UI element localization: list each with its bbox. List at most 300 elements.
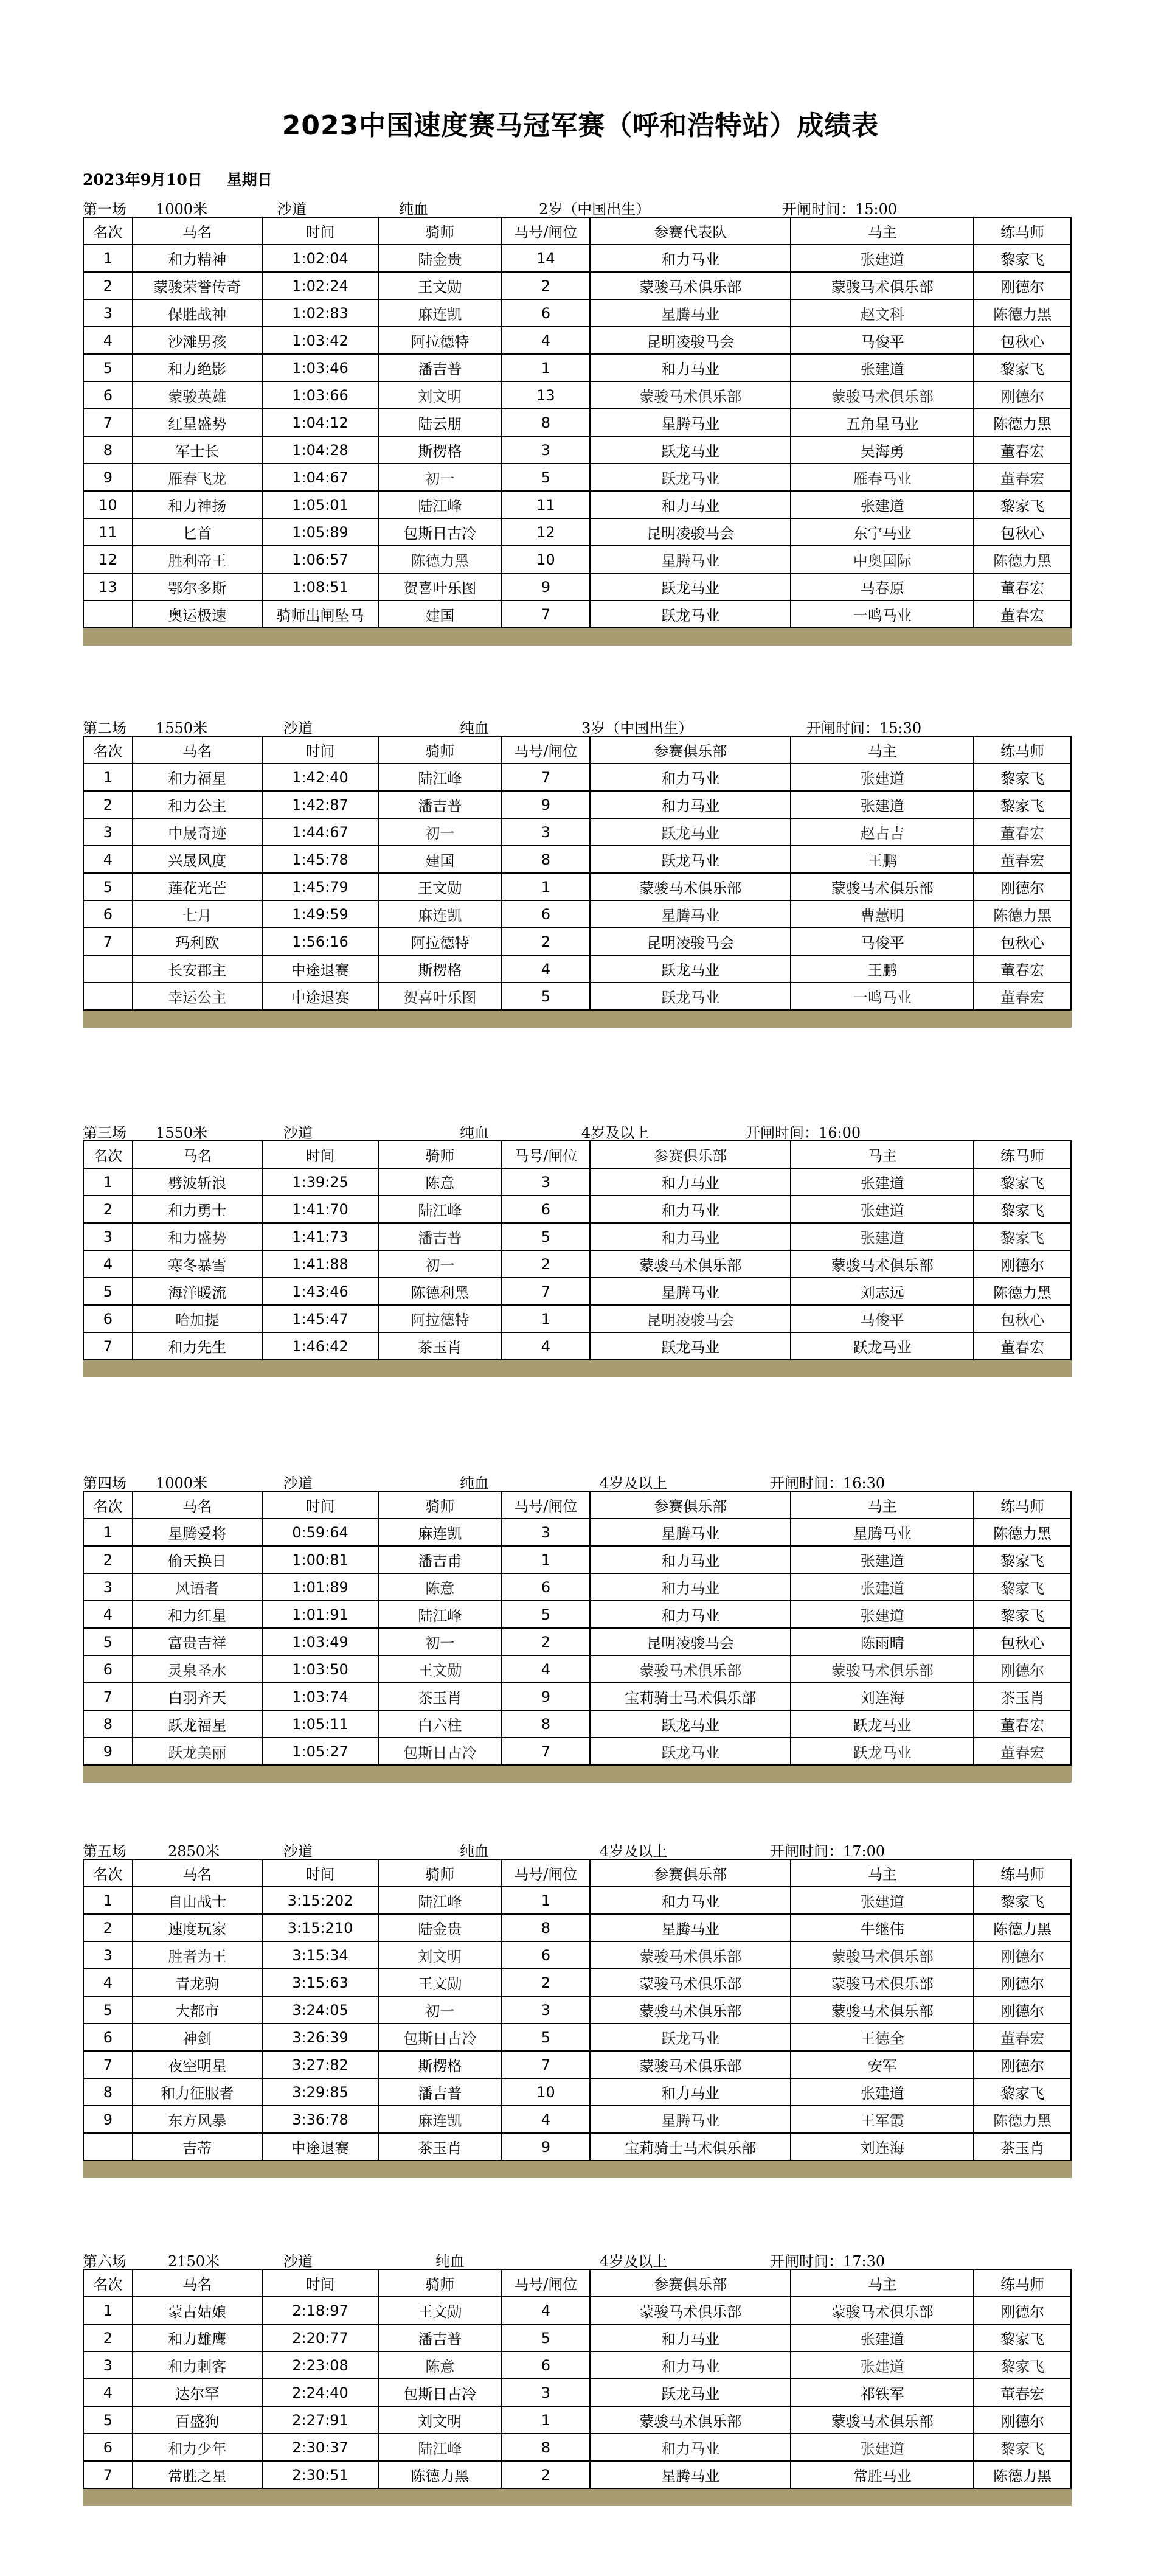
table-cell: 胜者为王 [133, 1941, 262, 1969]
table-cell: 4 [501, 2106, 590, 2133]
table-cell: 和力马业 [590, 1168, 791, 1196]
table-cell: 1:46:42 [262, 1332, 379, 1360]
table-cell: 2 [501, 1250, 590, 1278]
table-cell: 马俊平 [791, 1305, 974, 1332]
table-cell: 4 [83, 2379, 133, 2406]
table-cell: 6 [83, 2434, 133, 2461]
table-cell: 七月 [133, 900, 262, 928]
table-cell: 常胜马业 [791, 2461, 974, 2488]
table-cell: 中途退赛 [262, 983, 379, 1010]
table-cell: 王文勋 [378, 272, 501, 299]
table-row [83, 1996, 1071, 2024]
table-cell: 1:06:57 [262, 546, 379, 573]
table-row [83, 955, 1071, 983]
table-cell: 1 [83, 245, 133, 272]
table-row [83, 354, 1071, 381]
table-cell: 陈意 [378, 1573, 501, 1601]
race-header [83, 195, 1072, 217]
table-cell: 刘连海 [791, 2133, 974, 2160]
table-cell: 蒙骏马术俱乐部 [590, 1250, 791, 1278]
race-header-age: 4岁及以上 [600, 1475, 668, 1492]
table-cell [83, 955, 133, 983]
table-cell: 5 [83, 1996, 133, 2024]
table-cell: 刚德尔 [974, 1655, 1071, 1683]
section-footer-bar [83, 1011, 1072, 1028]
table-cell: 9 [501, 1683, 590, 1710]
table-cell: 11 [83, 518, 133, 546]
table-cell: 3:15:202 [262, 1887, 379, 1914]
table-cell: 陆云朋 [378, 409, 501, 436]
table-row [83, 1305, 1071, 1332]
table-cell: 5 [501, 983, 590, 1010]
table-cell: 1:04:67 [262, 464, 379, 491]
table-cell: 6 [501, 2351, 590, 2379]
table-cell: 张建道 [791, 764, 974, 791]
table-cell: 刘文明 [378, 2406, 501, 2434]
race-header [83, 1118, 1072, 1140]
table-cell: 3 [501, 1519, 590, 1546]
table-cell: 黎家飞 [974, 245, 1071, 272]
table-cell: 张建道 [791, 791, 974, 818]
table-cell: 张建道 [791, 1887, 974, 1914]
table-cell: 跃龙福星 [133, 1710, 262, 1738]
table-cell: 兴晟风度 [133, 846, 262, 873]
race-header-track: 沙道 [283, 2253, 313, 2270]
table-row [83, 900, 1071, 928]
table-cell: 12 [501, 518, 590, 546]
table-cell: 初一 [378, 1628, 501, 1655]
table-cell: 和力精神 [133, 245, 262, 272]
race-header-no: 第六场 [83, 2253, 126, 2270]
table-cell: 3 [501, 818, 590, 846]
table-cell: 2:23:08 [262, 2351, 379, 2379]
table-cell: 刘文明 [378, 381, 501, 409]
table-cell: 蒙骏马术俱乐部 [791, 272, 974, 299]
weekday-text: 星期日 [226, 171, 272, 189]
table-cell: 王鹏 [791, 846, 974, 873]
table-header-row [83, 1141, 1071, 1168]
table-cell: 董春宏 [974, 464, 1071, 491]
table-cell: 1:41:88 [262, 1250, 379, 1278]
table-cell: 宝莉骑士马术俱乐部 [590, 1683, 791, 1710]
results-table [83, 1491, 1072, 1766]
table-cell: 跃龙马业 [791, 1332, 974, 1360]
race-header-start: 开闸时间：16:30 [770, 1475, 885, 1492]
table-cell: 1 [501, 1887, 590, 1914]
table-cell: 1 [501, 354, 590, 381]
table-cell: 马春原 [791, 573, 974, 600]
table-cell: 张建道 [791, 1573, 974, 1601]
table-cell: 王文勋 [378, 1969, 501, 1996]
table-cell: 蒙骏马术俱乐部 [791, 1969, 974, 1996]
table-cell: 9 [83, 464, 133, 491]
table-cell: 包秋心 [974, 327, 1071, 354]
race-header-track: 沙道 [283, 1124, 313, 1141]
table-cell: 和力马业 [590, 354, 791, 381]
table-cell: 陈意 [378, 2351, 501, 2379]
table-row [83, 2297, 1071, 2324]
table-cell: 黎家飞 [974, 1168, 1071, 1196]
table-cell: 鄂尔多斯 [133, 573, 262, 600]
column-header: 参赛俱乐部 [590, 1141, 791, 1168]
table-cell: 7 [83, 2461, 133, 2488]
table-cell: 和力马业 [590, 1887, 791, 1914]
table-cell: 张建道 [791, 1601, 974, 1628]
table-cell: 刘连海 [791, 1683, 974, 1710]
table-cell: 1:45:47 [262, 1305, 379, 1332]
table-cell: 阿拉德特 [378, 327, 501, 354]
table-cell: 董春宏 [974, 1332, 1071, 1360]
table-cell: 潘吉普 [378, 1223, 501, 1250]
table-cell: 4 [501, 955, 590, 983]
table-cell: 刚德尔 [974, 873, 1071, 900]
table-cell: 1:39:25 [262, 1168, 379, 1196]
table-cell: 和力马业 [590, 491, 791, 518]
table-cell: 6 [501, 1941, 590, 1969]
column-header: 参赛俱乐部 [590, 736, 791, 764]
table-cell: 王军霞 [791, 2106, 974, 2133]
table-row [83, 1196, 1071, 1223]
table-row [83, 573, 1071, 600]
table-cell: 9 [501, 791, 590, 818]
table-cell: 5 [83, 354, 133, 381]
table-cell: 麻连凯 [378, 2106, 501, 2133]
table-cell: 2 [83, 1546, 133, 1573]
table-cell: 9 [83, 1738, 133, 1765]
table-cell: 潘吉普 [378, 2078, 501, 2106]
table-cell: 青龙驹 [133, 1969, 262, 1996]
table-cell: 1:03:49 [262, 1628, 379, 1655]
column-header: 马名 [133, 1141, 262, 1168]
table-cell: 1:00:81 [262, 1546, 379, 1573]
table-row [83, 381, 1071, 409]
table-cell: 一鸣马业 [791, 600, 974, 628]
table-cell: 海洋暖流 [133, 1278, 262, 1305]
table-cell: 刚德尔 [974, 1996, 1071, 2024]
table-cell: 昆明凌骏马会 [590, 518, 791, 546]
column-header: 参赛俱乐部 [590, 2269, 791, 2297]
table-cell: 斯楞格 [378, 436, 501, 464]
table-cell: 包秋心 [974, 518, 1071, 546]
column-header: 时间 [262, 217, 379, 245]
table-cell: 7 [83, 409, 133, 436]
race-header-start: 开闸时间：17:00 [770, 1843, 885, 1860]
table-cell: 麻连凯 [378, 900, 501, 928]
table-cell: 8 [501, 846, 590, 873]
table-cell: 11 [501, 491, 590, 518]
table-cell: 2:30:37 [262, 2434, 379, 2461]
table-cell: 建国 [378, 600, 501, 628]
table-cell: 1:41:73 [262, 1223, 379, 1250]
table-cell: 贺喜叶乐图 [378, 573, 501, 600]
table-cell: 7 [83, 1683, 133, 1710]
table-cell: 1:45:79 [262, 873, 379, 900]
table-cell: 长安郡主 [133, 955, 262, 983]
table-cell: 5 [83, 2406, 133, 2434]
table-cell: 陆江峰 [378, 2434, 501, 2461]
table-cell: 包秋心 [974, 1628, 1071, 1655]
table-cell: 自由战士 [133, 1887, 262, 1914]
table-cell: 张建道 [791, 2351, 974, 2379]
table-cell: 董春宏 [974, 983, 1071, 1010]
table-cell: 8 [501, 2434, 590, 2461]
table-cell: 3:27:82 [262, 2051, 379, 2078]
table-cell: 蒙骏马术俱乐部 [590, 381, 791, 409]
table-cell: 2 [83, 791, 133, 818]
table-cell: 茶玉肖 [974, 2133, 1071, 2160]
table-cell: 2 [501, 1969, 590, 1996]
table-cell: 8 [83, 436, 133, 464]
table-cell: 张建道 [791, 354, 974, 381]
table-row [83, 2379, 1071, 2406]
table-cell: 星腾马业 [590, 546, 791, 573]
table-cell: 4 [83, 1250, 133, 1278]
race-section-1 [83, 195, 1072, 646]
table-cell: 刚德尔 [974, 1941, 1071, 1969]
table-cell: 2 [83, 1914, 133, 1941]
table-cell: 东方风暴 [133, 2106, 262, 2133]
table-cell: 初一 [378, 1996, 501, 2024]
table-cell: 蒙骏英雄 [133, 381, 262, 409]
table-cell: 中奥国际 [791, 546, 974, 573]
table-row [83, 1710, 1071, 1738]
column-header: 参赛俱乐部 [590, 1859, 791, 1887]
table-cell: 陈德力黑 [974, 409, 1071, 436]
table-row [83, 464, 1071, 491]
table-row [83, 1914, 1071, 1941]
table-cell: 吉蒂 [133, 2133, 262, 2160]
table-cell: 黎家飞 [974, 2351, 1071, 2379]
table-cell: 斯楞格 [378, 2051, 501, 2078]
table-row [83, 2324, 1071, 2351]
table-cell: 陈德力黑 [974, 299, 1071, 327]
table-cell: 1:02:24 [262, 272, 379, 299]
table-cell: 陈德力黑 [974, 900, 1071, 928]
race-header-no: 第三场 [83, 1124, 126, 1141]
column-header: 练马师 [974, 217, 1071, 245]
column-header: 时间 [262, 1491, 379, 1519]
table-cell: 陆江峰 [378, 1196, 501, 1223]
race-section-2 [83, 714, 1072, 1028]
table-cell: 黎家飞 [974, 1573, 1071, 1601]
table-cell: 蒙骏马术俱乐部 [791, 2406, 974, 2434]
race-header-no: 第一场 [83, 201, 126, 218]
race-header-distance: 1000米 [156, 201, 208, 218]
table-cell: 3 [501, 2379, 590, 2406]
table-cell: 星腾马业 [590, 1278, 791, 1305]
table-cell: 2:24:40 [262, 2379, 379, 2406]
table-cell: 10 [501, 2078, 590, 2106]
table-row [83, 245, 1071, 272]
table-row [83, 2133, 1071, 2160]
table-cell: 富贵吉祥 [133, 1628, 262, 1655]
table-row [83, 1168, 1071, 1196]
table-row [83, 928, 1071, 955]
table-cell: 军士长 [133, 436, 262, 464]
table-cell: 张建道 [791, 2078, 974, 2106]
table-cell: 黎家飞 [974, 791, 1071, 818]
table-cell: 1:02:83 [262, 299, 379, 327]
race-header [83, 2247, 1072, 2269]
table-cell: 蒙骏马术俱乐部 [590, 1941, 791, 1969]
table-row [83, 491, 1071, 518]
table-cell: 和力绝影 [133, 354, 262, 381]
table-cell: 阿拉德特 [378, 1305, 501, 1332]
table-cell: 3 [83, 1223, 133, 1250]
table-cell: 蒙骏马术俱乐部 [590, 1969, 791, 1996]
table-cell: 6 [501, 1573, 590, 1601]
table-cell: 陈德利黑 [378, 1278, 501, 1305]
race-header-distance: 2850米 [168, 1843, 220, 1860]
table-cell: 14 [501, 245, 590, 272]
race-header [83, 1469, 1072, 1491]
table-cell: 偷天换日 [133, 1546, 262, 1573]
table-cell: 1:08:51 [262, 573, 379, 600]
table-cell: 6 [83, 2024, 133, 2051]
table-cell: 劈波斩浪 [133, 1168, 262, 1196]
results-table [83, 2269, 1072, 2489]
column-header: 马名 [133, 1491, 262, 1519]
table-cell: 7 [501, 600, 590, 628]
table-row [83, 873, 1071, 900]
table-cell: 1 [83, 1168, 133, 1196]
table-cell: 蒙骏马术俱乐部 [590, 2406, 791, 2434]
race-header-track: 沙道 [283, 720, 313, 737]
table-cell: 5 [501, 2024, 590, 2051]
table-cell: 和力征服者 [133, 2078, 262, 2106]
table-cell: 3:26:39 [262, 2024, 379, 2051]
table-row [83, 983, 1071, 1010]
column-header: 马主 [791, 2269, 974, 2297]
table-cell: 陆江峰 [378, 1601, 501, 1628]
table-cell: 董春宏 [974, 846, 1071, 873]
table-cell: 黎家飞 [974, 1601, 1071, 1628]
table-cell: 刚德尔 [974, 1250, 1071, 1278]
results-table [83, 736, 1072, 1011]
race-header-start: 开闸时间：16:00 [746, 1124, 861, 1141]
table-cell: 蒙骏马术俱乐部 [791, 1996, 974, 2024]
table-row [83, 1683, 1071, 1710]
table-cell: 黎家飞 [974, 764, 1071, 791]
table-cell: 董春宏 [974, 955, 1071, 983]
table-cell: 10 [501, 546, 590, 573]
table-cell: 黎家飞 [974, 1887, 1071, 1914]
table-cell: 东宁马业 [791, 518, 974, 546]
section-footer-bar [83, 2161, 1072, 2178]
table-cell: 1 [83, 2297, 133, 2324]
table-cell: 蒙骏荣誉传奇 [133, 272, 262, 299]
table-cell: 跃龙马业 [590, 1710, 791, 1738]
table-cell: 和力马业 [590, 791, 791, 818]
race-header-age: 4岁及以上 [581, 1124, 650, 1141]
table-cell: 达尔罕 [133, 2379, 262, 2406]
table-cell: 跃龙马业 [590, 846, 791, 873]
table-cell: 3:15:63 [262, 1969, 379, 1996]
table-cell: 3 [83, 2351, 133, 2379]
column-header: 马号/闸位 [501, 1141, 590, 1168]
table-cell: 1 [83, 1519, 133, 1546]
table-cell: 陆江峰 [378, 491, 501, 518]
table-cell: 莲花光芒 [133, 873, 262, 900]
table-cell: 张建道 [791, 2434, 974, 2461]
table-cell: 玛利欧 [133, 928, 262, 955]
table-cell [83, 983, 133, 1010]
table-cell: 王文勋 [378, 2297, 501, 2324]
race-header-breed: 纯血 [460, 1475, 489, 1492]
table-cell: 3 [83, 818, 133, 846]
table-cell: 13 [501, 381, 590, 409]
table-cell: 黎家飞 [974, 1196, 1071, 1223]
table-cell: 8 [501, 1710, 590, 1738]
table-cell: 昆明凌骏马会 [590, 928, 791, 955]
table-cell: 和力少年 [133, 2434, 262, 2461]
table-cell: 大都市 [133, 1996, 262, 2024]
table-header-row [83, 217, 1071, 245]
table-cell: 初一 [378, 464, 501, 491]
table-cell: 13 [83, 573, 133, 600]
table-cell: 和力马业 [590, 2078, 791, 2106]
table-cell: 1:04:28 [262, 436, 379, 464]
table-row [83, 791, 1071, 818]
table-cell: 7 [501, 1278, 590, 1305]
table-cell: 麻连凯 [378, 299, 501, 327]
table-cell: 陆江峰 [378, 764, 501, 791]
table-cell: 潘吉普 [378, 354, 501, 381]
table-cell: 2 [501, 2461, 590, 2488]
race-header-distance: 2150米 [168, 2253, 220, 2270]
table-cell: 陆江峰 [378, 1887, 501, 1914]
table-cell: 5 [83, 1628, 133, 1655]
table-cell: 2 [501, 272, 590, 299]
table-row [83, 2351, 1071, 2379]
table-cell: 包斯日古冷 [378, 518, 501, 546]
column-header: 马名 [133, 736, 262, 764]
table-cell: 刚德尔 [974, 2297, 1071, 2324]
table-cell: 王文勋 [378, 873, 501, 900]
table-cell: 黎家飞 [974, 491, 1071, 518]
table-cell: 包斯日古冷 [378, 2379, 501, 2406]
table-cell: 跃龙美丽 [133, 1738, 262, 1765]
table-cell: 沙滩男孩 [133, 327, 262, 354]
table-cell: 张建道 [791, 1196, 974, 1223]
column-header: 参赛俱乐部 [590, 1491, 791, 1519]
table-cell: 蒙骏马术俱乐部 [590, 873, 791, 900]
table-cell: 3 [83, 1941, 133, 1969]
table-cell: 包斯日古冷 [378, 2024, 501, 2051]
column-header: 练马师 [974, 2269, 1071, 2297]
section-footer-bar [83, 628, 1072, 646]
table-cell: 张建道 [791, 1546, 974, 1573]
race-section-6 [83, 2247, 1072, 2506]
column-header: 名次 [83, 2269, 133, 2297]
table-cell: 陆金贵 [378, 245, 501, 272]
table-cell: 1:03:74 [262, 1683, 379, 1710]
race-header-no: 第四场 [83, 1475, 126, 1492]
table-cell: 5 [501, 1223, 590, 1250]
table-cell: 一鸣马业 [791, 983, 974, 1010]
race-header-start: 开闸时间：15:00 [782, 201, 898, 218]
table-cell: 和力勇士 [133, 1196, 262, 1223]
table-cell: 麻连凯 [378, 1519, 501, 1546]
table-cell: 哈加提 [133, 1305, 262, 1332]
column-header: 练马师 [974, 1491, 1071, 1519]
table-cell: 和力马业 [590, 2351, 791, 2379]
race-header-breed: 纯血 [399, 201, 428, 218]
table-cell: 1 [83, 1887, 133, 1914]
table-cell: 8 [501, 409, 590, 436]
column-header: 骑师 [378, 1141, 501, 1168]
race-date [83, 168, 297, 190]
